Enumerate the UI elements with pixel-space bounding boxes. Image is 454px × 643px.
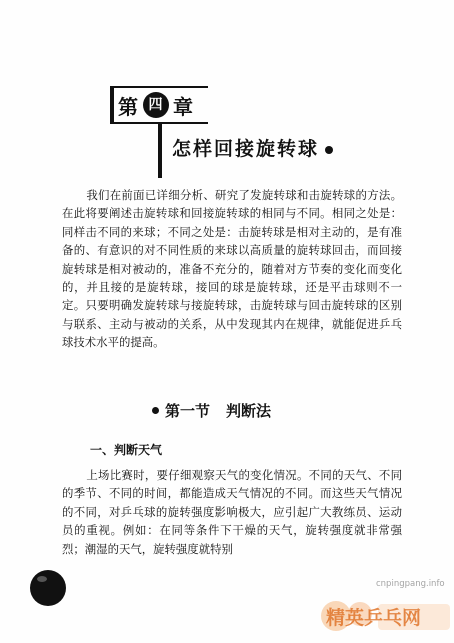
- chapter-label: [118, 92, 194, 118]
- weather-paragraph: [62, 466, 402, 558]
- chapter-vertical-rule: [158, 122, 162, 178]
- watermark-logo-graphic: [318, 590, 454, 640]
- weather-paragraph-text: 上场比赛时，要仔细观察天气的变化情况。不同的天气、不同的季节、不同的时间，都能造成天气情况的不同。而这些天气情况的不同，对乒乓球的旋转强度影响极大，应引起广大教练员、运动员的重视。例如：在同等条件下干燥的天气，旋转强度就非常强烈；潮湿的天气，旋转强度就特别: [62, 468, 402, 556]
- section-number-label: 第一节: [165, 402, 211, 420]
- section-heading: [152, 400, 271, 421]
- chapter-number: 四: [143, 92, 169, 118]
- intro-paragraph: [62, 186, 402, 352]
- chapter-title-dot: [325, 146, 333, 154]
- chapter-title: [172, 134, 333, 161]
- intro-paragraph-text: 我们在前面已详细分析、研究了发旋转球和击旋转球的方法。在此将要阐述击旋转球和回接旋转球的相同与不同。相同之处是：同样击不同的来球；不同之处是：击旋转球是相对主动的，是有准备的、有意识的对不同性质的来球以高质量的旋转球回击，而回接旋转球是相对被动的，准备不充分的，随着对方节奏的变化而变化的，并且接的是旋转球，接回的球是旋转球，还是平击球则不一定。只要明确发旋转球与接旋转球，击旋转球与回击旋转球的区别与联系、主动与被动的关系，从中发现其内在规律，就能促进乒乓球技术水平的提高。: [62, 188, 402, 350]
- page-number-shine: [37, 576, 47, 582]
- section-bullet-icon: [152, 407, 159, 414]
- svg-text:精英乒乓网: 精英乒乓网: [326, 607, 422, 629]
- subsection-heading: 一、判断天气: [90, 443, 163, 457]
- chapter-title-text: 怎样回接旋转球: [172, 138, 320, 160]
- watermark-logo: [318, 590, 454, 640]
- page-number-circle: [30, 570, 66, 606]
- section-title: 判断法: [226, 402, 272, 420]
- watermark-url: cnpingpang.info: [376, 579, 445, 589]
- chapter-label-prefix: 第: [118, 94, 139, 119]
- chapter-label-suffix: 章: [173, 94, 194, 119]
